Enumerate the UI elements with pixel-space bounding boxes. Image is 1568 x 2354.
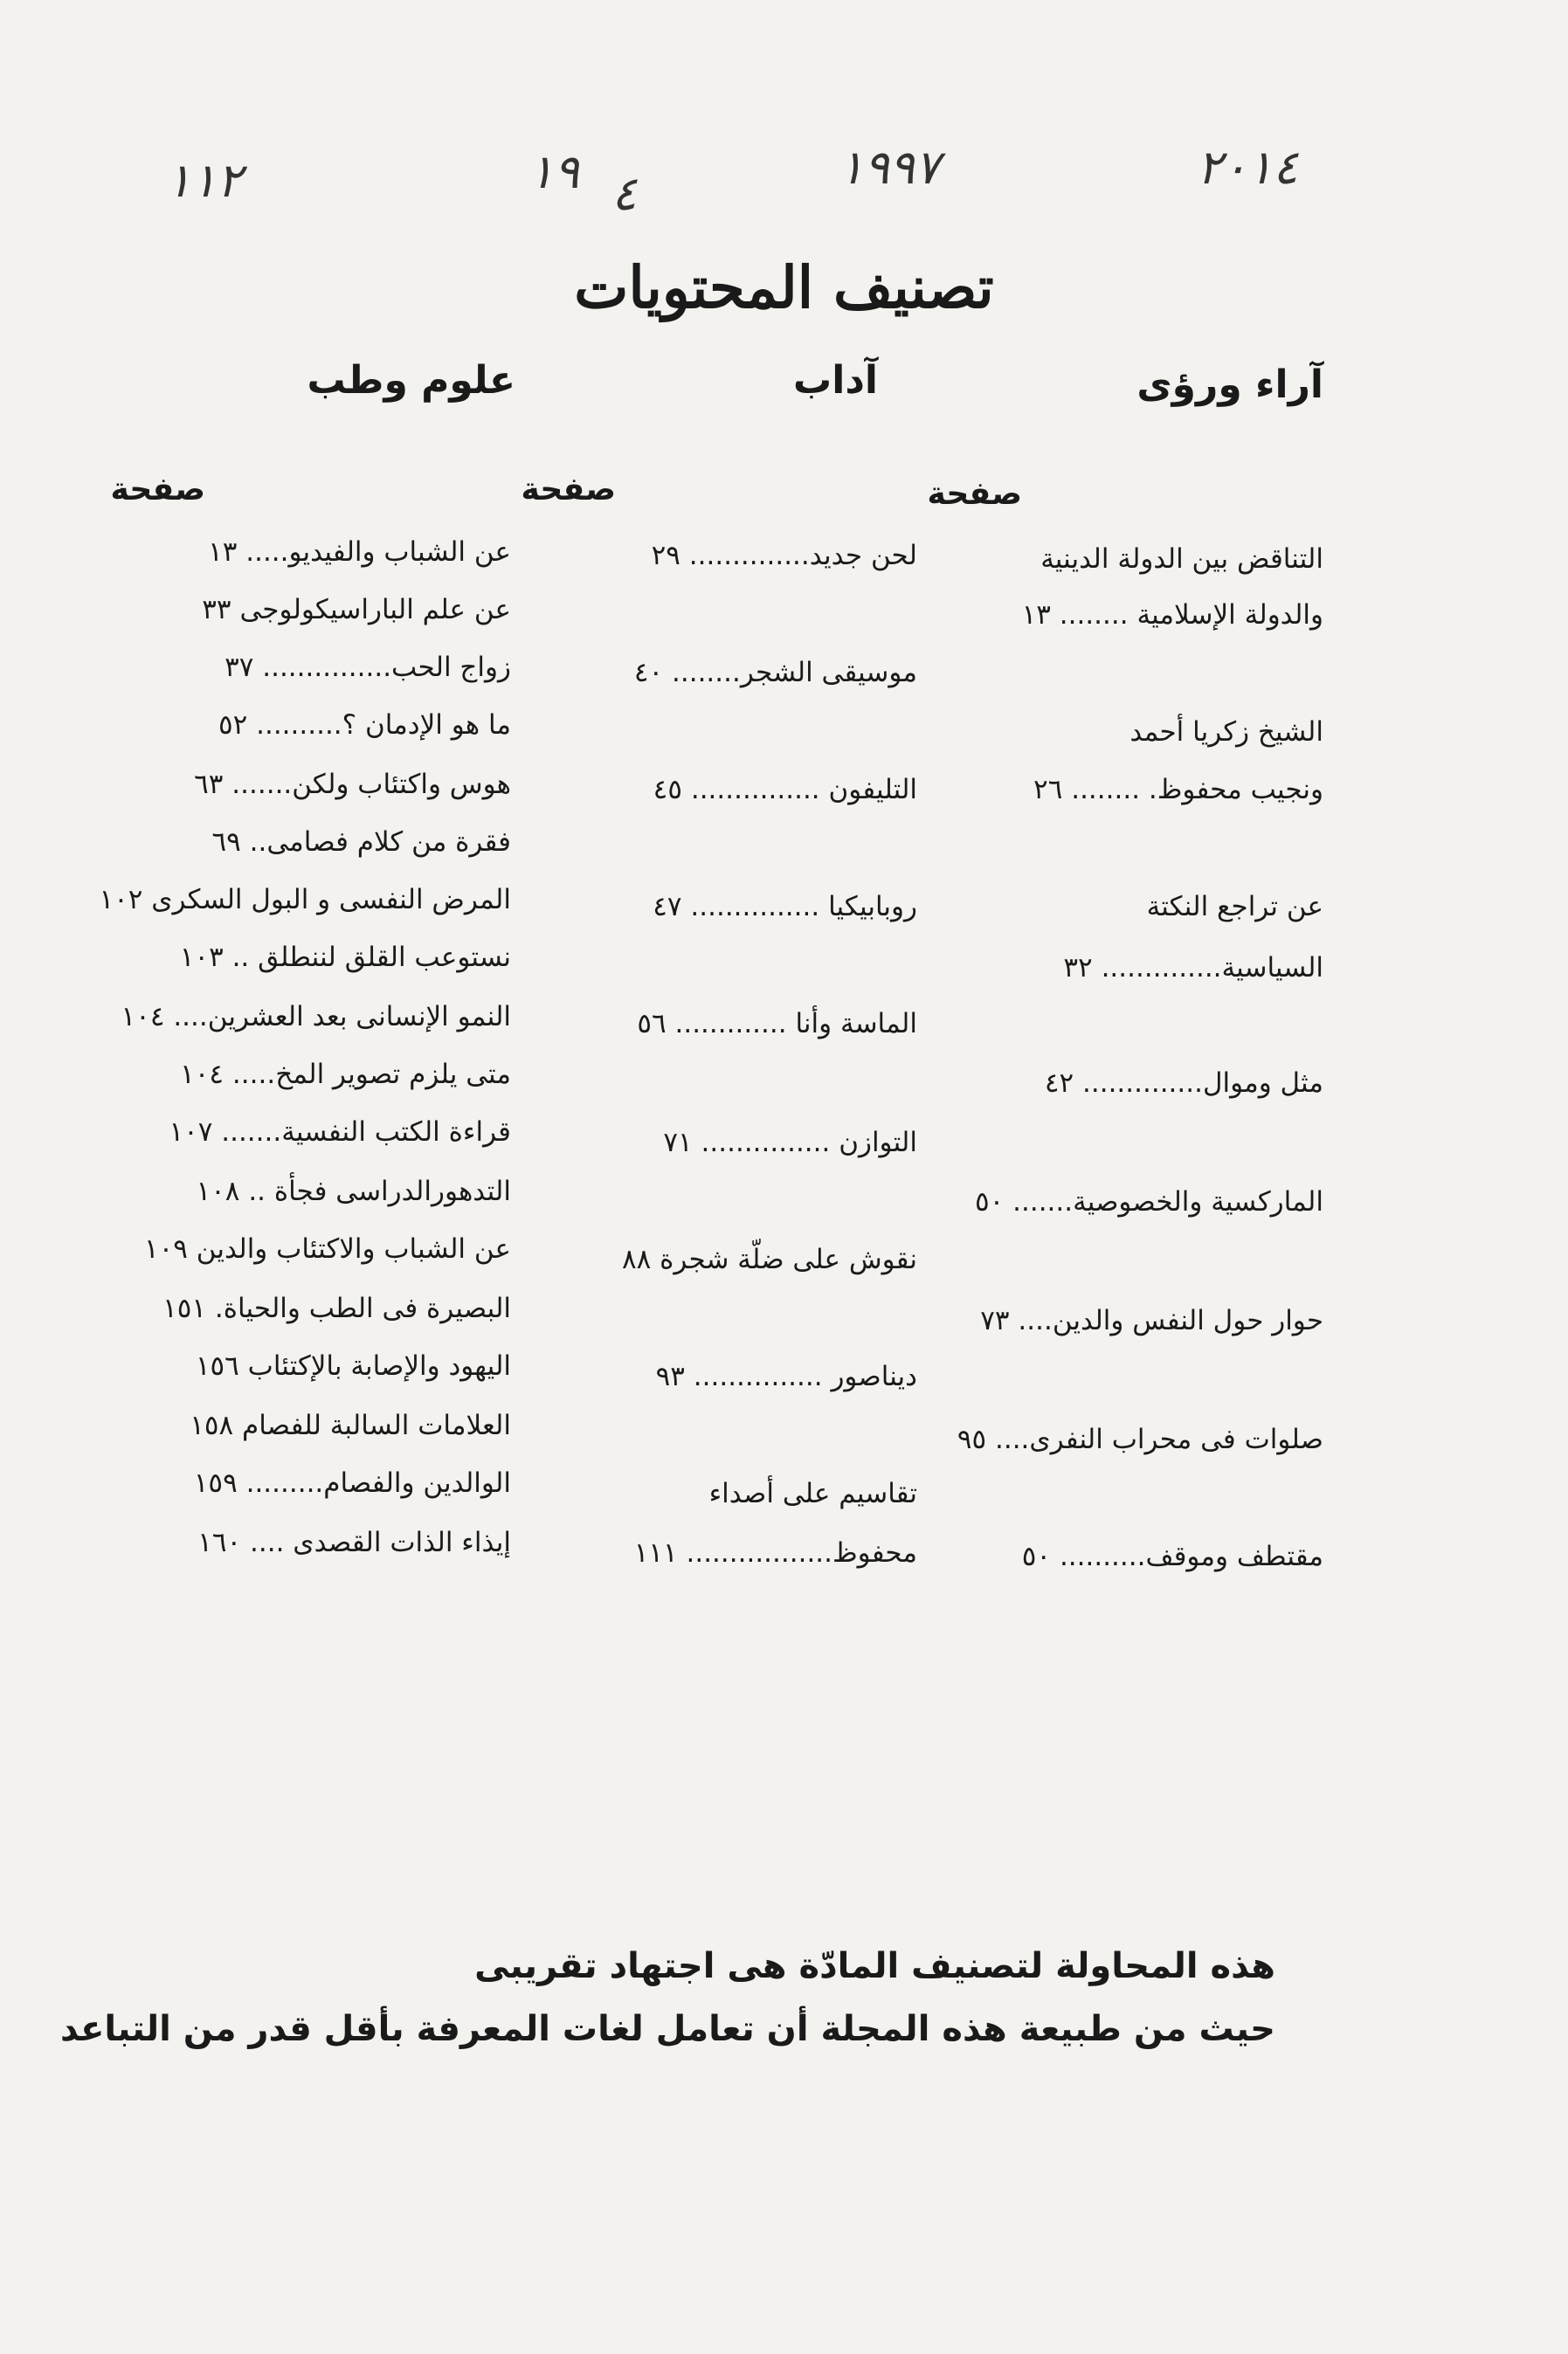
toc-entry-opinions-1: التناقض بين الدولة الدينية xyxy=(1040,543,1323,575)
toc-entry-literature-10: محفوظ................. ١١١ xyxy=(633,1537,917,1569)
toc-entry-science-15: اليهود والإصابة بالإكتئاب ١٥٦ xyxy=(195,1350,511,1382)
toc-entry-science-17: الوالدين والفصام......... ١٥٩ xyxy=(193,1467,511,1499)
toc-entry-literature-8: ديناصور ............... ٩٣ xyxy=(655,1361,917,1392)
toc-entry-literature-1: لحن جديد.............. ٢٩ xyxy=(651,540,917,571)
handwritten-note-5: ١١٢ xyxy=(166,153,243,208)
toc-entry-science-9: النمو الإنسانى بعد العشرين.... ١٠٤ xyxy=(121,1001,511,1032)
toc-entry-opinions-6: السياسية.............. ٣٢ xyxy=(1063,952,1323,984)
toc-entry-science-7: المرض النفسى و البول السكرى ١٠٢ xyxy=(99,884,511,915)
toc-entry-science-4: ما هو الإدمان ؟.......... ٥٢ xyxy=(218,709,511,741)
toc-entry-literature-6: التوازن ............... ٧١ xyxy=(663,1127,917,1158)
page-label-science: صفحة xyxy=(110,472,205,507)
toc-entry-opinions-2: والدولة الإسلامية ........ ١٣ xyxy=(1021,599,1323,631)
toc-entry-opinions-10: صلوات فى محراب النفرى.... ٩٥ xyxy=(957,1424,1323,1455)
toc-entry-literature-3: التليفون ............... ٤٥ xyxy=(653,774,917,805)
toc-entry-science-1: عن الشباب والفيديو..... ١٣ xyxy=(208,536,511,568)
toc-entry-science-8: نستوعب القلق لننطلق .. ١٠٣ xyxy=(179,942,511,973)
toc-entry-opinions-5: عن تراجع النكتة xyxy=(1146,891,1323,922)
page-label-literature: صفحة xyxy=(521,472,616,507)
toc-entry-science-16: العلامات السالبة للفصام ١٥٨ xyxy=(190,1410,511,1441)
toc-entry-science-5: هوس واكتئاب ولكن....... ٦٣ xyxy=(194,769,511,800)
toc-entry-science-14: البصيرة فى الطب والحياة. ١٥١ xyxy=(162,1293,511,1324)
toc-entry-science-11: قراءة الكتب النفسية....... ١٠٧ xyxy=(169,1116,511,1148)
toc-entry-opinions-9: حوار حول النفس والدين.... ٧٣ xyxy=(980,1305,1323,1336)
toc-entry-opinions-7: مثل وموال.............. ٤٢ xyxy=(1044,1067,1323,1099)
toc-entry-opinions-4: ونجيب محفوظ. ........ ٢٦ xyxy=(1033,774,1323,805)
toc-entry-science-18: إيذاء الذات القصدى .... ١٦٠ xyxy=(197,1527,511,1558)
handwritten-note-4: ١٩ xyxy=(528,144,580,199)
page-title: تصنيف المحتويات xyxy=(574,253,994,321)
toc-entry-science-2: عن علم الباراسيكولوجى ٣٣ xyxy=(202,594,511,625)
toc-entry-opinions-8: الماركسية والخصوصية....... ٥٠ xyxy=(974,1186,1323,1218)
handwritten-note-3: ٤ xyxy=(611,166,638,221)
page-label-opinions: صفحة xyxy=(927,476,1022,512)
footer-note-line-2: حيث من طبيعة هذه المجلة أن تعامل لغات المعرفة بأقل قدر من التباعد xyxy=(59,2009,1275,2049)
toc-entry-opinions-11: مقتطف وموقف.......... ٥٠ xyxy=(1021,1541,1323,1572)
toc-entry-literature-9: تقاسيم على أصداء xyxy=(708,1478,917,1509)
toc-entry-literature-5: الماسة وأنا ............. ٥٦ xyxy=(637,1008,917,1039)
toc-entry-science-12: التدهورالدراسى فجأة .. ١٠٨ xyxy=(196,1176,511,1207)
column-heading-literature: آداب xyxy=(793,358,878,403)
column-heading-opinions: آراء ورؤى xyxy=(1136,362,1323,407)
handwritten-note-2: ١٩٩٧ xyxy=(839,140,941,195)
toc-entry-science-10: متى يلزم تصوير المخ..... ١٠٤ xyxy=(180,1059,511,1090)
toc-entry-science-13: عن الشباب والاكتئاب والدين ١٠٩ xyxy=(143,1233,511,1265)
footer-note-line-1: هذه المحاولة لتصنيف المادّة هى اجتهاد تقريبى xyxy=(474,1946,1275,1986)
column-heading-science: علوم وطب xyxy=(307,358,515,403)
toc-entry-literature-7: نقوش على ضلّة شجرة ٨٨ xyxy=(621,1244,917,1275)
toc-entry-literature-2: موسيقى الشجر........ ٤٠ xyxy=(633,657,917,688)
toc-entry-science-3: زواج الحب............... ٣٧ xyxy=(224,652,511,683)
toc-entry-opinions-3: الشيخ زكريا أحمد xyxy=(1129,716,1323,748)
toc-entry-literature-4: روبابيكيا ............... ٤٧ xyxy=(653,891,917,922)
toc-entry-science-6: فقرة من كلام فصامى.. ٦٩ xyxy=(211,826,511,858)
handwritten-note-1: ٢٠١٤ xyxy=(1197,140,1299,195)
